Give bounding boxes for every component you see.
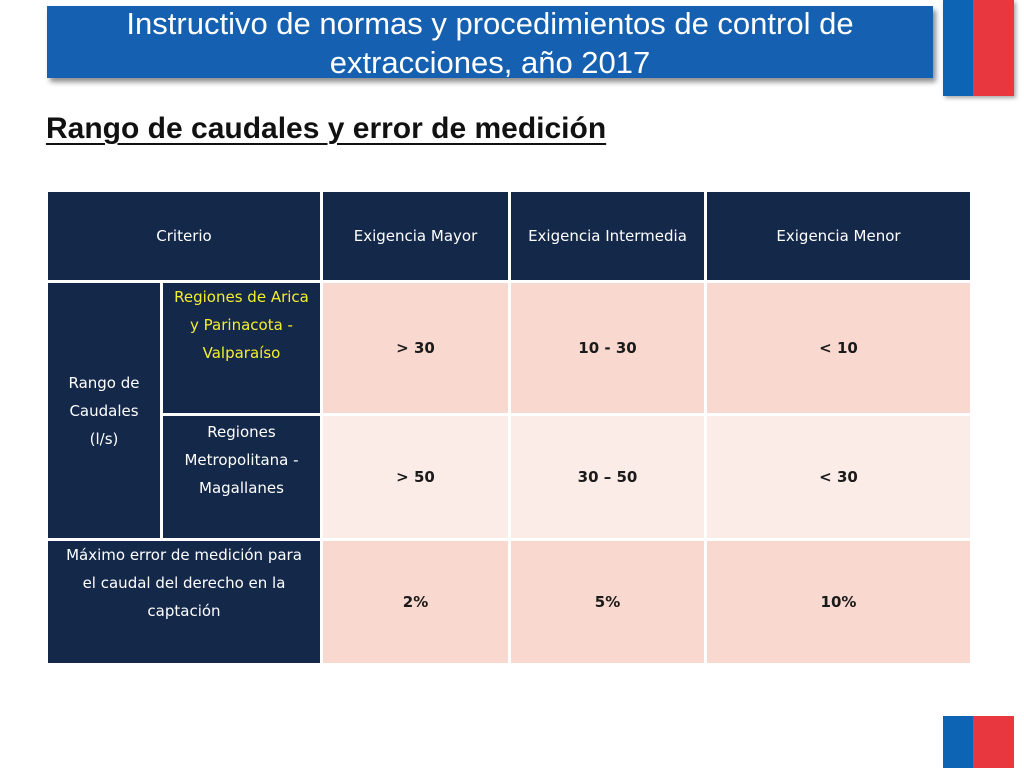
- group-label-line: Caudales: [69, 401, 139, 420]
- criteria-table: [45, 189, 973, 666]
- table-row: [48, 541, 970, 663]
- slide-title: [60, 4, 920, 82]
- cell-menor-row2: < 30: [707, 416, 970, 538]
- flag-blue-stripe: [943, 716, 973, 768]
- row-label-line: Metropolitana -: [184, 451, 299, 469]
- row-label-line: Regiones de Arica: [174, 288, 309, 306]
- cell-intermedia-row1: 10 - 30: [511, 283, 704, 413]
- group-label-rango-caudales: [48, 283, 160, 538]
- cell-menor-error: 10%: [707, 541, 970, 663]
- table-row: [48, 416, 970, 538]
- cell-menor-row1: < 10: [707, 283, 970, 413]
- slide-title-line-2: extracciones, año 2017: [329, 45, 651, 80]
- row-label-line: y Parinacota -: [190, 316, 293, 334]
- flag-blue-stripe: [943, 0, 973, 96]
- cell-intermedia-error: 5%: [511, 541, 704, 663]
- title-bar: [47, 6, 933, 78]
- row-label-arica-valparaiso: [163, 283, 320, 413]
- flag-logo-bottom: [943, 716, 1014, 768]
- row-label-line: Regiones: [207, 423, 276, 441]
- row-label-metropolitana-magallanes: [163, 416, 320, 538]
- flag-logo-top: [943, 0, 1014, 96]
- row-label-line: captación: [147, 602, 221, 620]
- header-exigencia-intermedia: Exigencia Intermedia: [511, 192, 704, 280]
- group-label-line: Rango de: [68, 373, 140, 392]
- table-row: [48, 283, 970, 413]
- row-label-line: Valparaíso: [202, 344, 281, 362]
- cell-intermedia-row2: 30 – 50: [511, 416, 704, 538]
- flag-red-stripe: [973, 716, 1014, 768]
- cell-mayor-row1: > 30: [323, 283, 508, 413]
- row-label-line: Magallanes: [199, 479, 284, 497]
- cell-mayor-error: 2%: [323, 541, 508, 663]
- header-exigencia-mayor: Exigencia Mayor: [323, 192, 508, 280]
- header-criterio: Criterio: [48, 192, 320, 280]
- slide-title-line-1: Instructivo de normas y procedimientos de control de: [126, 6, 854, 41]
- section-subtitle: Rango de caudales y error de medición: [46, 112, 607, 145]
- header-exigencia-menor: Exigencia Menor: [707, 192, 970, 280]
- row-label-line: el caudal del derecho en la: [82, 574, 286, 592]
- table-header-row: [48, 192, 970, 280]
- row-label-line: Máximo error de medición para: [66, 546, 302, 564]
- flag-red-stripe: [973, 0, 1014, 96]
- row-label-error-medicion: [48, 541, 320, 663]
- group-label-line: (l/s): [89, 429, 119, 448]
- cell-mayor-row2: > 50: [323, 416, 508, 538]
